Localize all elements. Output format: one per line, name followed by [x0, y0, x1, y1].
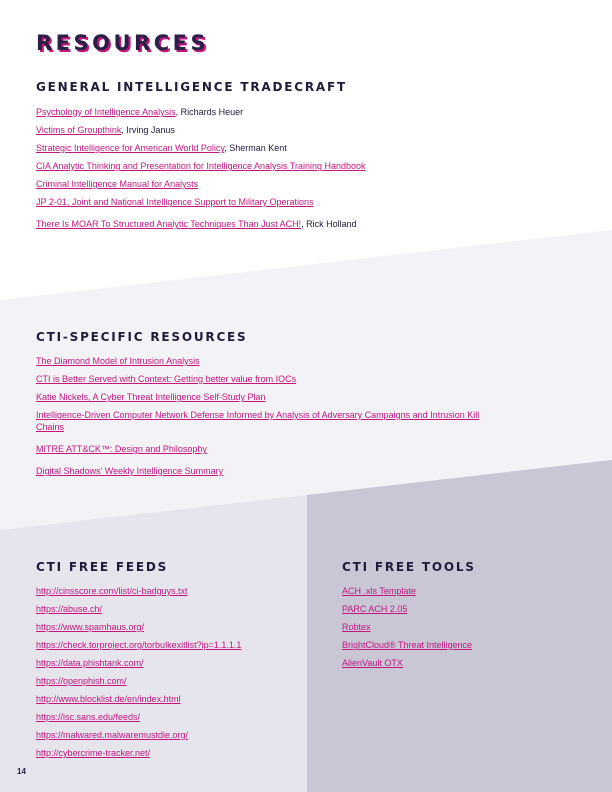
cti-resources-heading: CTI-SPECIFIC RESOURCES [36, 330, 248, 344]
resource-link[interactable]: Victims of Groupthink [36, 125, 122, 135]
feed-link[interactable]: https://abuse.ch/ [36, 604, 103, 614]
resource-author: , Irving Janus [121, 125, 175, 135]
tool-link[interactable]: BrightCloud® Threat Intelligence [342, 640, 473, 650]
list-item [36, 711, 298, 723]
list-item [342, 657, 592, 669]
tool-link[interactable]: Robtex [342, 622, 371, 632]
free-tools-heading: CTI FREE TOOLS [342, 560, 476, 574]
feed-link[interactable]: http://www.blocklist.de/en/index.html [36, 694, 181, 704]
list-item [36, 729, 298, 741]
resource-link[interactable]: JP 2-01, Joint and National Intelligence Support to Military Operations [36, 197, 314, 207]
feed-link[interactable]: https://openphish.com/ [36, 676, 127, 686]
list-item [36, 675, 298, 687]
resource-link[interactable]: There Is MOAR To Structured Analytic Techniques Than Just ACH! [36, 219, 302, 229]
list-item [342, 639, 592, 651]
list-item [36, 443, 576, 455]
list-item [36, 106, 576, 118]
list-item [342, 585, 592, 597]
list-item [36, 218, 576, 230]
feed-link[interactable]: https://www.spamhaus.org/ [36, 622, 145, 632]
list-item [36, 639, 298, 651]
resource-link[interactable]: MITRE ATT&CK™: Design and Philosophy [36, 444, 207, 454]
list-item [36, 373, 576, 385]
list-item [36, 391, 576, 403]
resource-link[interactable]: Criminal Intelligence Manual for Analysts [36, 179, 199, 189]
resource-link[interactable]: Strategic Intelligence for American World Policy [36, 143, 225, 153]
list-item [36, 585, 298, 597]
feed-link[interactable]: https://malwared.malwaremustdie.org/ [36, 730, 189, 740]
list-item [36, 747, 298, 759]
list-item [36, 124, 576, 136]
list-item [36, 465, 576, 477]
list-item [342, 603, 592, 615]
page-number: 14 [17, 767, 26, 776]
resource-link[interactable]: Digital Shadows' Weekly Intelligence Summary [36, 466, 224, 476]
feed-link[interactable]: https://check.torproject.org/torbulkexitlist?ip=1.1.1.1 [36, 640, 242, 650]
list-item [36, 178, 576, 190]
page-title: RESOURCES [36, 31, 210, 55]
resource-author: , Richards Heuer [175, 107, 244, 117]
feed-link[interactable]: https://data.phishtank.com/ [36, 658, 144, 668]
resource-link[interactable]: The Diamond Model of Intrusion Analysis [36, 356, 200, 366]
list-item [36, 160, 576, 172]
free-feeds-heading: CTI FREE FEEDS [36, 560, 169, 574]
resource-link[interactable]: Psychology of Intelligence Analysis [36, 107, 176, 117]
resource-link[interactable]: Intelligence-Driven Computer Network Defense Informed by Analysis of Adversary Campaigns and Intrusion Kill Chains [36, 410, 480, 432]
resource-link[interactable]: CIA Analytic Thinking and Presentation for Intelligence Analysis Training Handbook [36, 161, 366, 171]
resource-link[interactable]: Katie Nickels, A Cyber Threat Intelligence Self-Study Plan [36, 392, 266, 402]
tool-link[interactable]: ACH .xls Template [342, 586, 416, 596]
list-item [36, 196, 576, 208]
resource-link[interactable]: CTI is Better Served with Context: Getting better value from IOCs [36, 374, 297, 384]
tool-link[interactable]: AlienVault OTX [342, 658, 403, 668]
resource-author: , Sherman Kent [224, 143, 287, 153]
list-item [342, 621, 592, 633]
list-item [36, 621, 298, 633]
list-item [36, 409, 494, 433]
list-item [36, 603, 298, 615]
list-item [36, 142, 576, 154]
feed-link[interactable]: http://cybercrime-tracker.net/ [36, 748, 151, 758]
feed-link[interactable]: https://isc.sans.edu/feeds/ [36, 712, 141, 722]
list-item [36, 657, 298, 669]
list-item [36, 693, 298, 705]
general-tradecraft-heading: GENERAL INTELLIGENCE TRADECRAFT [36, 80, 347, 94]
list-item [36, 355, 576, 367]
tool-link[interactable]: PARC ACH 2.05 [342, 604, 408, 614]
resource-author: , Rick Holland [301, 219, 357, 229]
feed-link[interactable]: http://cinsscore.com/list/ci-badguys.txt [36, 586, 188, 596]
